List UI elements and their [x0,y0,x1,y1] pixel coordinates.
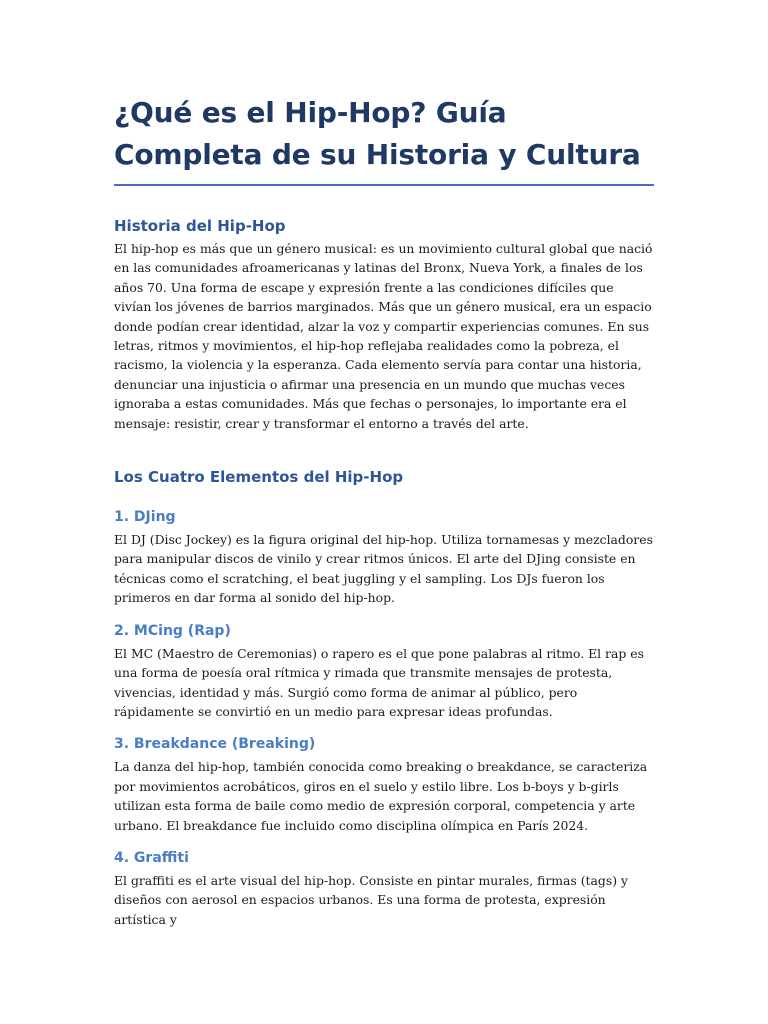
subsection-body-breakdance: La danza del hip-hop, también conocida como breaking o breakdance, se caracteriza por movimientos acrobáticos, giros en el suelo y estilo libre. Los b-boys y b-girls utilizan esta forma de baile como medio de expresión corporal, competencia y arte urbano. El breakdance fue incluido como disciplina olímpica en París 2024. [114,759,648,833]
section-body-historia: El hip-hop es más que un género musical: es un movimiento cultural global que nació en las comunidades afroamericanas y latinas del Bronx, Nueva York, a finales de los años 70. Una forma de escape y expresión frente a las condiciones difíciles que vivían los jóvenes de barrios marginados. Más que un género musical, era un espacio donde podían crear identidad, alzar la voz y compartir experiencias comunes. En sus letras, ritmos y movimientos, el hip-hop reflejaba realidades como la pobreza, el racismo, la violencia y la esperanza. Cada elemento servía para contar una historia, denunciar una injusticia o afirmar una presencia en un mundo que muchas veces ignoraba a estas comunidades. Más que fechas o personajes, lo importante era el mensaje: resistir, crear y transformar el entorno a través del arte. [114,241,653,431]
section-heading-elementos: Los Cuatro Elementos del Hip-Hop [114,468,404,487]
subsection-body-graffiti: El graffiti es el arte visual del hip-hop. Consiste en pintar murales, firmas (tags) y diseños con aerosol en espacios urbanos. Es una forma de protesta, expresión artística y [114,872,628,927]
subsection-body-mcing: El MC (Maestro de Ceremonias) o rapero es el que pone palabras al ritmo. El rap es una forma de poesía oral rítmica y rimada que transmite mensajes de protesta, vivencias, identidad y más. Surgió como forma de animar al público, pero rápidamente se convirtió en un medio para expresar ideas profundas. [114,645,644,719]
subsection-heading-djing: 1. DJing [114,509,176,526]
subsection-heading-graffiti: 4. Graffiti [114,849,189,866]
subsection-heading-mcing: 2. MCing (Rap) [114,622,231,639]
subsection-body-djing: El DJ (Disc Jockey) es la figura original del hip-hop. Utiliza tornamesas y mezcladores para manipular discos de vinilo y crear ritmos únicos. El arte del DJing consiste en técnicas como el scratching, el beat juggling y el sampling. Los DJs fueron los primeros en dar forma al sonido del hip-hop. [114,532,653,606]
subsection-heading-breakdance: 3. Breakdance (Breaking) [114,736,316,753]
document-title: ¿Qué es el Hip-Hop? Guía Completa de su Historia y Cultura [114,92,654,186]
section-heading-historia: Historia del Hip-Hop [114,217,286,235]
